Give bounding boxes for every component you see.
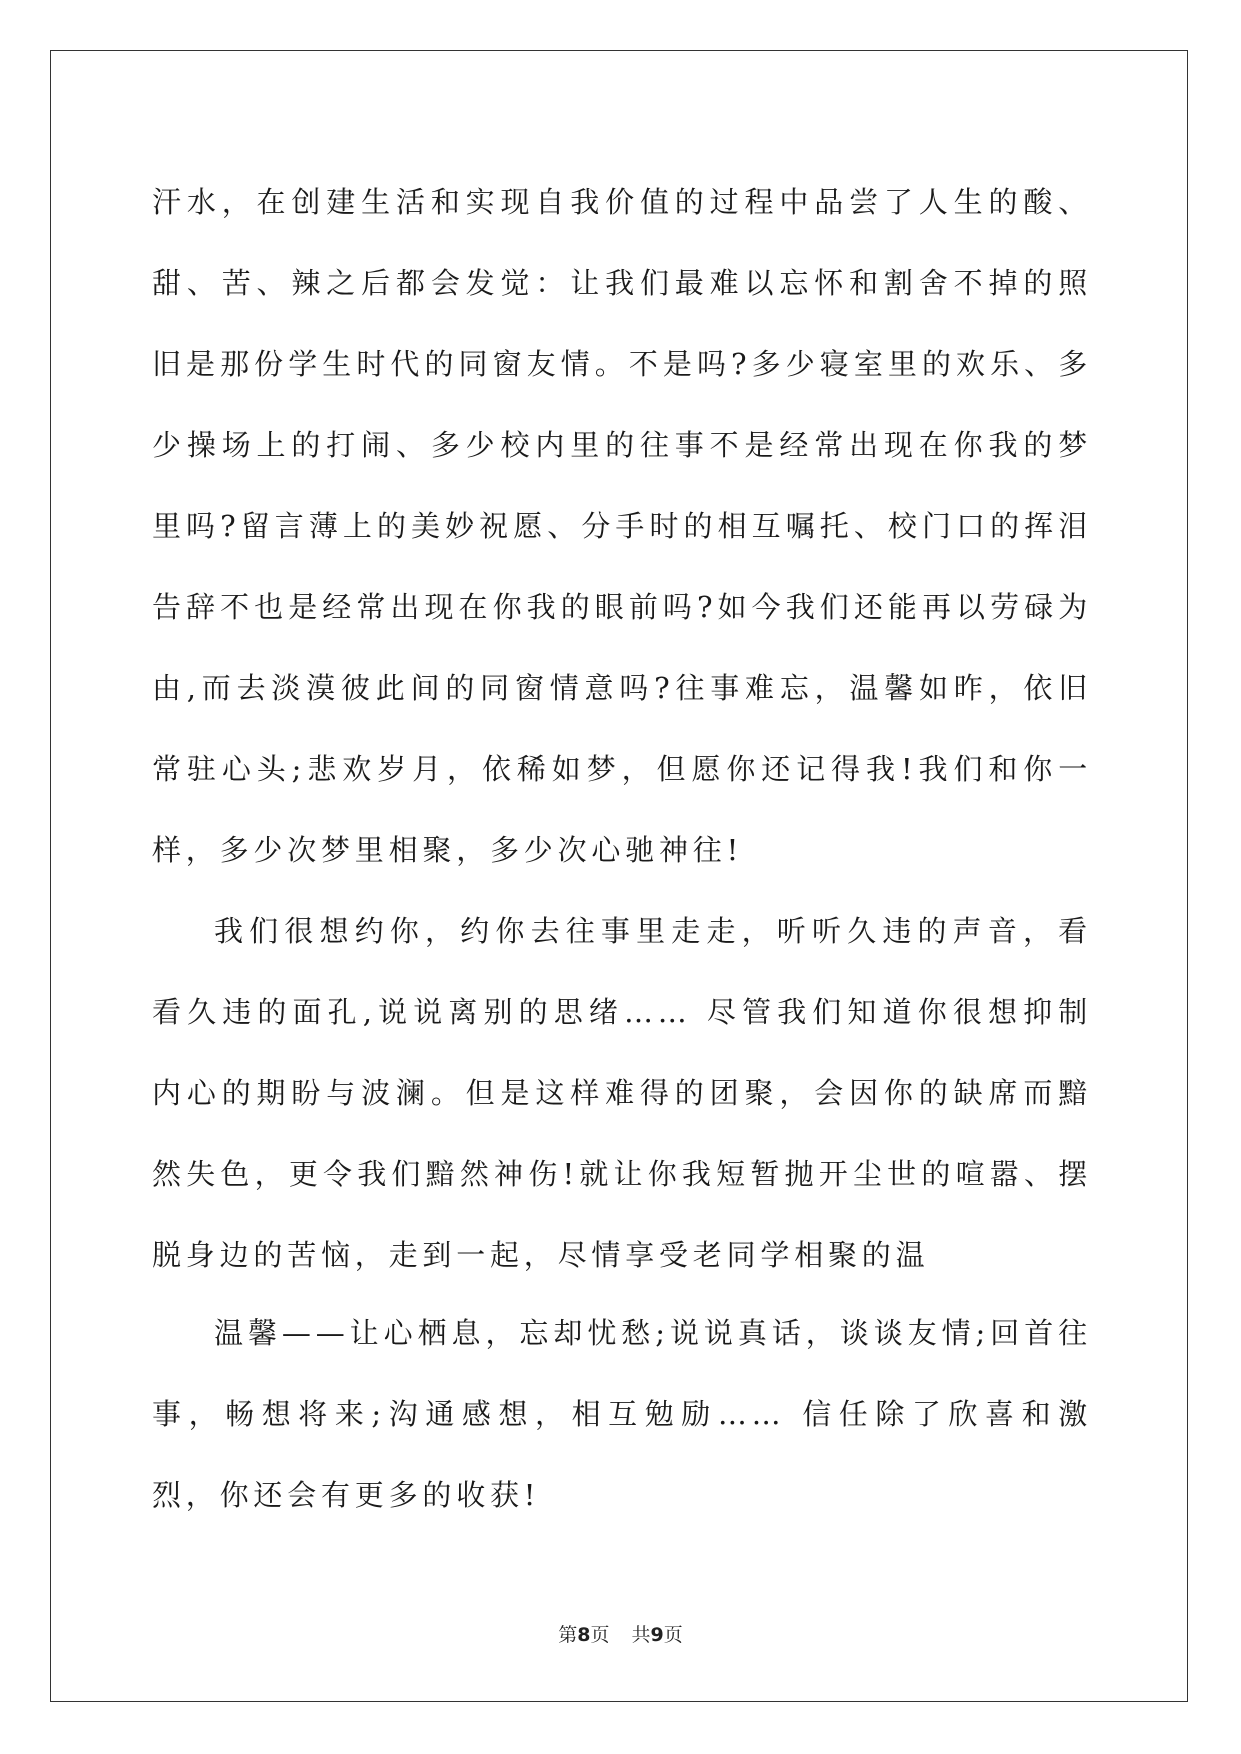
current-page-number: 8 [577,1624,591,1646]
page-footer [0,1620,1241,1647]
document-body [152,162,1092,1536]
paragraph-3: 温馨——让心栖息，忘却忧愁;说说真话，谈谈友情;回首往事，畅想将来;沟通感想，相互勉励…… 信任除了欣喜和激烈，你还会有更多的收获! [152,1316,1092,1512]
paragraph-2: 我们很想约你，约你去往事里走走，听听久违的声音，看看久违的面孔,说说离别的思绪…… 尽管我们知道你很想抑制内心的期盼与波澜。但是这样难得的团聚，会因你的缺席而黯然失色，更令我们黯然神伤!就让你我短暂抛开尘世的喧嚣、摆脱身边的苦恼，走到一起，尽情享受老同学相聚的温 [152,914,1092,1272]
total-label-prefix: 共 [631,1624,651,1646]
paragraph-1: 汗水，在创建生活和实现自我价值的过程中品尝了人生的酸、甜、苦、辣之后都会发觉：让我们最难以忘怀和割舍不掉的照旧是那份学生时代的同窗友情。不是吗?多少寝室里的欢乐、多少操场上的打闹、多少校内里的往事不是经常出现在你我的梦里吗?留言薄上的美妙祝愿、分手时的相互嘱托、校门口的挥泪告辞不也是经常出现在你我的眼前吗?如今我们还能再以劳碌为由,而去淡漠彼此间的同窗情意吗?往事难忘，温馨如昨，依旧常驻心头;悲欢岁月，依稀如梦，但愿你还记得我!我们和你一样，多少次梦里相聚，多少次心驰神往! [152,185,1092,867]
page-label-suffix: 页 [590,1624,610,1646]
total-label-suffix: 页 [663,1624,683,1646]
total-page-number: 9 [650,1624,664,1646]
page-label-prefix: 第 [558,1624,578,1646]
